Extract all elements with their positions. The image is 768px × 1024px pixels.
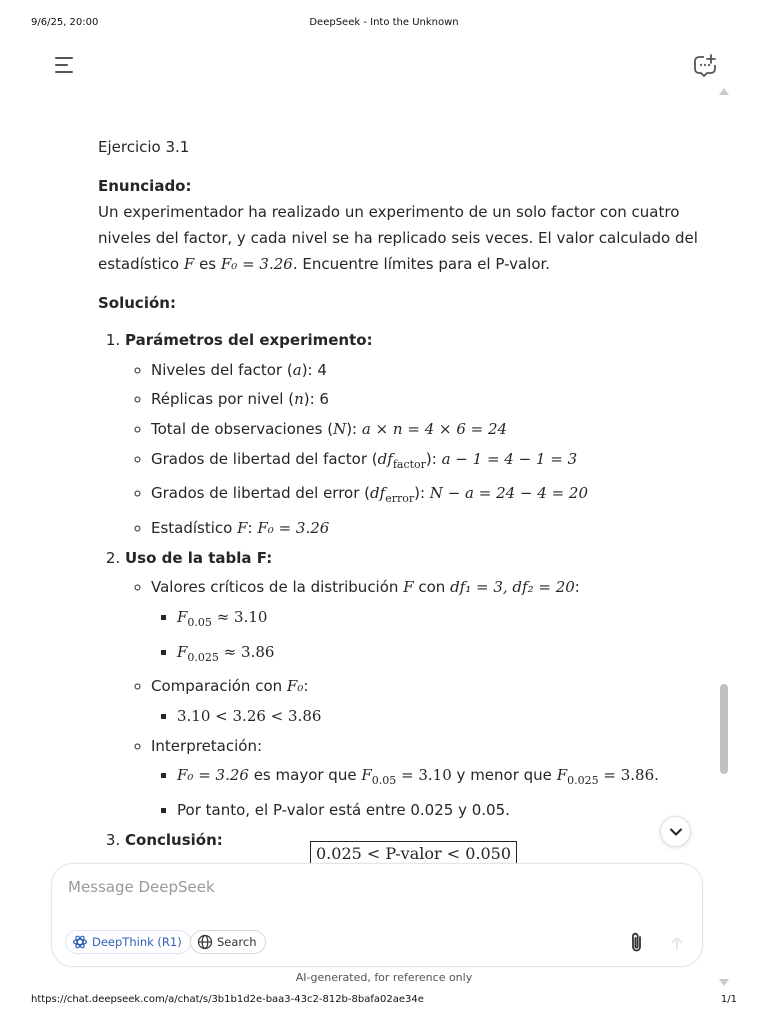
item-math: F₀ xyxy=(286,677,304,696)
item-suffix: ): 4 xyxy=(301,360,327,379)
f-value: = 3.10 xyxy=(396,766,452,785)
step-parametros xyxy=(125,326,698,544)
list-item xyxy=(151,445,698,480)
df-symbol: df xyxy=(377,449,393,468)
item-expression: a × n = 4 × 6 = 24 xyxy=(361,419,508,438)
df-subscript: factor xyxy=(392,457,426,471)
item-suffix: . xyxy=(654,766,659,785)
conclusion-boxed-result: 0.025 < P-valor < 0.050 xyxy=(310,841,517,866)
item-expression: F₀ = 3.26 xyxy=(177,766,249,785)
send-arrow-icon xyxy=(666,932,688,954)
print-url: https://chat.deepseek.com/a/chat/s/3b1b1d2e-baa3-43c2-812b-8bafa02ae34e xyxy=(31,994,424,1005)
list-item xyxy=(151,514,698,544)
list-item xyxy=(177,761,698,796)
item-suffix: : xyxy=(303,677,309,696)
attach-file-button[interactable] xyxy=(627,931,647,955)
solucion-label: Solución: xyxy=(98,294,176,312)
enunciado-part1: Un experimentador ha realizado un experimento de un solo factor con cuatro niveles del factor, y cada nivel se ha replicado seis veces. El valor calculado del estadístico xyxy=(98,203,698,273)
item-math: n xyxy=(294,390,304,409)
new-chat-button[interactable] xyxy=(691,52,719,80)
item-expression: $F_{0.05} = 3.10$ xyxy=(361,766,452,788)
item-expression: $F_{0.025} = 3.86$ xyxy=(556,766,655,788)
list-item xyxy=(151,672,698,731)
item-math: F xyxy=(403,578,414,597)
item-math xyxy=(370,484,415,506)
list-item xyxy=(151,385,698,415)
item-label: con xyxy=(413,578,451,597)
print-footer xyxy=(0,994,768,1024)
item-expression: F₀ = 3.26 xyxy=(257,519,330,538)
item-suffix: ): 6 xyxy=(303,390,329,409)
search-label: Search xyxy=(217,935,257,949)
item-math: N xyxy=(333,419,347,438)
item-label: Comparación con xyxy=(151,677,287,696)
item-label: Por tanto, el P-valor está entre 0.025 y 0.05. xyxy=(177,801,510,820)
enunciado-label: Enunciado: xyxy=(98,177,192,195)
interpretacion-list xyxy=(151,761,698,825)
print-page-number: 1/1 xyxy=(720,994,737,1005)
item-suffix: ): xyxy=(346,419,362,438)
message-input[interactable] xyxy=(66,874,630,900)
item-label: es mayor que xyxy=(248,766,362,785)
list-item xyxy=(177,796,698,826)
step-title: Uso de la tabla F: xyxy=(125,548,273,567)
list-item xyxy=(177,702,698,732)
hamburger-menu-icon xyxy=(50,52,78,78)
ai-disclaimer: AI-generated, for reference only xyxy=(295,971,473,984)
exercise-title: Ejercicio 3.1 xyxy=(98,138,190,156)
step-title: Conclusión: xyxy=(125,830,223,849)
enunciado-f0-value: F₀ = 3.26 xyxy=(220,255,293,273)
print-datetime: 9/6/25, 20:00 xyxy=(31,17,99,28)
f-value: ≈ 3.10 xyxy=(211,607,268,626)
globe-icon xyxy=(197,934,213,950)
item-expression xyxy=(177,642,275,664)
item-expression: N − a = 24 − 4 = 20 xyxy=(429,484,588,503)
list-item xyxy=(151,479,698,514)
print-page-title: DeepSeek - Into the Unknown xyxy=(309,17,459,28)
f-subscript: 0.025 xyxy=(567,774,599,788)
f-symbol: F xyxy=(177,607,188,626)
uso-tabla-list xyxy=(125,573,698,826)
item-label: Grados de libertad del factor ( xyxy=(151,449,378,468)
critical-values-list xyxy=(151,603,698,672)
item-math xyxy=(377,449,426,471)
item-label: Niveles del factor ( xyxy=(151,360,293,379)
f-symbol: F xyxy=(177,642,188,661)
scroll-to-bottom-button[interactable] xyxy=(660,816,691,847)
item-expression: a − 1 = 4 − 1 = 3 xyxy=(441,449,578,468)
item-label: Réplicas por nivel ( xyxy=(151,390,295,409)
paperclip-icon xyxy=(627,931,647,955)
list-item xyxy=(151,415,698,445)
item-expression xyxy=(177,607,268,629)
list-item xyxy=(151,356,698,386)
scrollbar-thumb[interactable] xyxy=(720,684,728,774)
item-math: a xyxy=(292,360,302,379)
new-chat-icon xyxy=(691,52,719,80)
sidebar-menu-button[interactable] xyxy=(50,52,78,78)
print-header xyxy=(0,0,768,40)
item-expression: df₁ = 3, df₂ = 20 xyxy=(450,578,575,597)
list-item xyxy=(151,573,698,672)
comparacion-list xyxy=(151,702,698,732)
list-item xyxy=(177,638,698,673)
item-label: Estadístico xyxy=(151,519,238,538)
df-subscript: error xyxy=(385,492,415,506)
item-suffix: : xyxy=(574,578,580,597)
item-label: Total de observaciones ( xyxy=(151,419,334,438)
item-expression: 3.10 < 3.26 < 3.86 xyxy=(177,707,322,726)
f-value: = 3.86 xyxy=(598,766,655,785)
deepthink-label: DeepThink (R1) xyxy=(92,935,182,949)
atom-icon xyxy=(72,934,88,950)
f-subscript: 0.05 xyxy=(371,774,397,788)
message-composer xyxy=(51,863,703,967)
chevron-down-icon xyxy=(669,825,683,839)
item-suffix: ): xyxy=(425,449,442,468)
item-label: Interpretación: xyxy=(151,736,263,755)
list-item xyxy=(177,603,698,638)
item-label: Valores críticos de la distribución xyxy=(151,578,404,597)
f-subscript: 0.025 xyxy=(187,650,219,664)
step-title: Parámetros del experimento: xyxy=(125,331,373,349)
list-item xyxy=(151,732,698,826)
search-toggle-button[interactable] xyxy=(190,930,266,954)
item-suffix: : xyxy=(247,519,258,538)
item-label: y menor que xyxy=(451,766,557,785)
assistant-message xyxy=(98,134,698,855)
f-value: ≈ 3.86 xyxy=(218,642,275,661)
enunciado-text xyxy=(98,199,698,277)
item-math: F xyxy=(237,519,248,538)
df-symbol: df xyxy=(370,484,386,503)
solution-steps xyxy=(98,326,698,855)
enunciado-f-symbol: F xyxy=(183,255,195,273)
scroll-up-arrow-icon[interactable] xyxy=(719,88,729,95)
item-suffix: ): xyxy=(414,484,430,503)
send-button[interactable] xyxy=(666,932,688,954)
enunciado-part3: . Encuentre límites para el P-valor. xyxy=(292,255,551,273)
f-subscript: 0.05 xyxy=(187,615,212,629)
item-label: Grados de libertad del error ( xyxy=(151,484,371,503)
parametros-list xyxy=(125,356,698,544)
enunciado-part2: es xyxy=(194,255,221,273)
step-uso-tabla xyxy=(125,544,698,826)
deepthink-toggle-button[interactable] xyxy=(65,930,191,954)
